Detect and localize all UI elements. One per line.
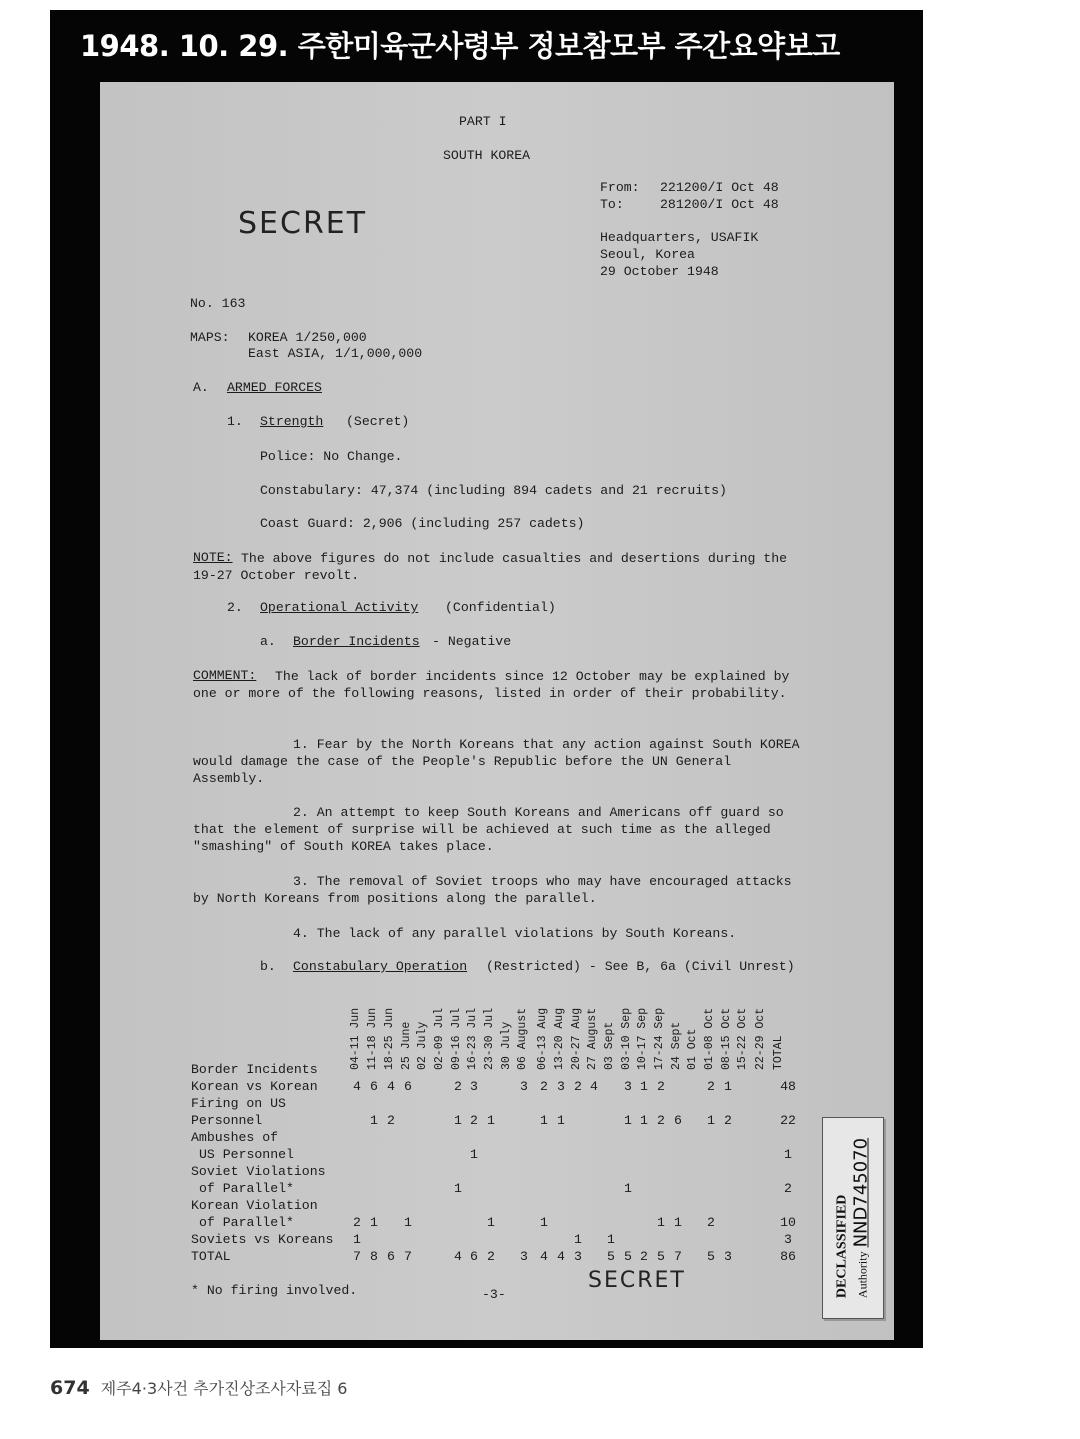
col-header: 22-29 Oct [754, 1007, 767, 1070]
maps-line-1: KOREA 1/250,000 [248, 330, 367, 345]
row-label: Border Incidents [191, 1062, 318, 1077]
table-cell: 2 [353, 1215, 361, 1230]
document-scan [100, 82, 894, 1340]
table-cell: 2 [574, 1079, 582, 1094]
col-header: 15-22 Oct [736, 1007, 749, 1070]
row-label: Soviet Violations [191, 1164, 326, 1179]
col-header: 18-25 Jun [383, 1007, 396, 1070]
table-cell: 8 [370, 1249, 378, 1264]
table-cell: 2 [487, 1249, 495, 1264]
table-cell: 7 [353, 1249, 361, 1264]
col-header: 09-16 Jul [450, 1007, 463, 1070]
table-cell: 4 [557, 1249, 565, 1264]
page-title: 1948. 10. 29. 주한미육군사령부 정보참모부 주간요약보고 [80, 29, 840, 63]
col-header: 23-30 Jul [483, 1007, 496, 1070]
table-cell: 3 [624, 1079, 632, 1094]
table-cell: 2 [387, 1113, 395, 1128]
table-cell: 4 [387, 1079, 395, 1094]
table-cell: 1 [557, 1113, 565, 1128]
operational-number: 2. [227, 600, 243, 615]
row-label: Korean Violation [191, 1198, 318, 1213]
row-total-cell: 10 [780, 1215, 796, 1230]
table-cell: 3 [470, 1079, 478, 1094]
table-cell: 1 [724, 1079, 732, 1094]
table-cell: 1 [624, 1113, 632, 1128]
hq-line-2: Seoul, Korea [600, 247, 695, 262]
col-header: 08-15 Oct [720, 1007, 733, 1070]
col-header: 25 June [400, 1021, 413, 1070]
table-cell: 6 [404, 1079, 412, 1094]
row-total-cell: 1 [784, 1147, 792, 1162]
col-header: TOTAL [772, 1035, 785, 1070]
table-cell: 1 [540, 1215, 548, 1230]
table-cell: 1 [540, 1113, 548, 1128]
table-cell: 1 [353, 1232, 361, 1247]
col-header: 24 Sept [670, 1021, 683, 1070]
coast-guard-line: Coast Guard: 2,906 (including 257 cadets) [260, 516, 585, 531]
stamp-handwritten-number: NND745070 [850, 1137, 872, 1248]
col-header: 30 July [500, 1021, 513, 1070]
table-cell: 2 [724, 1113, 732, 1128]
table-cell: 4 [540, 1249, 548, 1264]
table-cell: 2 [470, 1113, 478, 1128]
book-title: 제주4·3사건 추가진상조사자료집 6 [100, 1379, 348, 1398]
row-label: Soviets vs Koreans [191, 1232, 334, 1247]
row-label: of Parallel* [199, 1215, 294, 1230]
handwritten-secret-bottom: SECRET [588, 1268, 686, 1293]
table-cell: 1 [624, 1181, 632, 1196]
table-cell: 6 [370, 1079, 378, 1094]
comment-text: The lack of border incidents since 12 October may be explained by one or more of the following reasons, listed in order of their probability. [193, 669, 790, 701]
border-incidents-title: Border Incidents [293, 634, 420, 649]
row-label: Firing on US [191, 1096, 286, 1111]
constabulary-op-title: Constabulary Operation [293, 959, 468, 974]
page-footer [50, 1376, 348, 1399]
section-a-number: A. [193, 380, 209, 395]
col-header: 06 August [516, 1007, 529, 1070]
reason-2: 2. An attempt to keep South Koreans and Americans off guard so that the element of surprise will be achieved at such time as the alleged "smashing" of South KOREA takes place. [193, 805, 784, 854]
table-cell: 5 [657, 1249, 665, 1264]
strength-number: 1. [227, 414, 243, 429]
maps-label: MAPS: [190, 330, 230, 345]
note-text: The above figures do not include casualties and desertions during the 19-27 October revolt. [193, 551, 788, 583]
table-cell: 1 [454, 1181, 462, 1196]
col-header: 17-24 Sep [653, 1007, 666, 1070]
col-header: 02 July [416, 1021, 429, 1070]
col-header: 01 Oct [686, 1028, 699, 1070]
table-cell: 5 [624, 1249, 632, 1264]
table-cell: 2 [707, 1215, 715, 1230]
row-total-cell: 48 [780, 1079, 796, 1094]
from-value: 221200/I Oct 48 [660, 180, 779, 195]
table-cell: 1 [487, 1215, 495, 1230]
table-cell: 3 [520, 1079, 528, 1094]
constabulary-line: Constabulary: 47,374 (including 894 cadets and 21 recruits) [260, 483, 727, 498]
table-cell: 6 [387, 1249, 395, 1264]
from-label: From: [600, 180, 640, 195]
section-a-title: ARMED FORCES [227, 380, 322, 395]
table-cell: 1 [574, 1232, 582, 1247]
note-label: NOTE: [193, 550, 233, 565]
table-cell: 1 [607, 1232, 615, 1247]
row-label: US Personnel [199, 1147, 294, 1162]
stamp-authority: Authority [855, 1251, 870, 1299]
table-cell: 7 [404, 1249, 412, 1264]
table-cell: 1 [657, 1215, 665, 1230]
table-cell: 1 [370, 1113, 378, 1128]
row-label: Ambushes of [191, 1130, 279, 1145]
declassified-stamp [822, 1117, 884, 1319]
table-cell: 1 [454, 1113, 462, 1128]
table-cell: 4 [590, 1079, 598, 1094]
table-cell: 1 [640, 1113, 648, 1128]
reason-3: 3. The removal of Soviet troops who may have encouraged attacks by North Koreans from positions along the parallel. [193, 874, 792, 906]
row-total-cell: 86 [780, 1249, 796, 1264]
reason-4: 4. The lack of any parallel violations by South Koreans. [293, 926, 737, 941]
table-cell: 1 [674, 1215, 682, 1230]
table-cell: 5 [707, 1249, 715, 1264]
table-cell: 3 [574, 1249, 582, 1264]
row-label: of Parallel* [199, 1181, 294, 1196]
page-number: 674 [50, 1377, 90, 1399]
col-header: 16-23 Jul [466, 1007, 479, 1070]
operational-title: Operational Activity [260, 600, 419, 615]
col-header: 11-18 Jun [366, 1007, 379, 1070]
table-cell: 2 [657, 1079, 665, 1094]
table-cell: 4 [353, 1079, 361, 1094]
operational-classification: (Confidential) [445, 600, 556, 615]
table-cell: 2 [454, 1079, 462, 1094]
table-cell: 1 [470, 1147, 478, 1162]
col-header: 02-09 Jul [433, 1007, 446, 1070]
frame-edge [42, 82, 50, 1348]
constabulary-op-letter: b. [260, 959, 276, 974]
row-total-cell: 22 [780, 1113, 796, 1128]
table-cell: 3 [724, 1249, 732, 1264]
table-cell: 1 [404, 1215, 412, 1230]
border-incidents-letter: a. [260, 634, 276, 649]
col-header: 27 August [586, 1007, 599, 1070]
col-header: 03-10 Sep [620, 1007, 633, 1070]
strength-title: Strength [260, 414, 324, 429]
row-total-cell: 3 [784, 1232, 792, 1247]
col-header: 20-27 Aug [570, 1007, 583, 1070]
row-label: Korean vs Korean [191, 1079, 318, 1094]
strength-classification: (Secret) [346, 414, 410, 429]
stamp-declassified: DECLASSIFIED [834, 1194, 850, 1299]
page-marker: -3- [482, 1287, 506, 1302]
table-cell: 2 [707, 1079, 715, 1094]
region-heading: SOUTH KOREA [443, 148, 531, 163]
col-header: 03 Sept [603, 1021, 616, 1070]
col-header: 01-08 Oct [703, 1007, 716, 1070]
hq-date: 29 October 1948 [600, 264, 719, 279]
col-header: 04-11 Jun [349, 1007, 362, 1070]
row-label: Personnel [191, 1113, 263, 1128]
table-cell: 3 [557, 1079, 565, 1094]
table-cell: 6 [674, 1113, 682, 1128]
table-cell: 6 [470, 1249, 478, 1264]
table-cell: 2 [657, 1113, 665, 1128]
table-cell: 2 [540, 1079, 548, 1094]
table-cell: 2 [640, 1249, 648, 1264]
police-line: Police: No Change. [260, 449, 403, 464]
reason-1: 1. Fear by the North Koreans that any action against South KOREA would damage the case of the People's Republic before the UN General Assembly. [193, 737, 800, 786]
handwritten-secret-top: SECRET [238, 206, 368, 241]
hq-line-1: Headquarters, USAFIK [600, 230, 759, 245]
to-value: 281200/I Oct 48 [660, 197, 779, 212]
row-total-cell: 2 [784, 1181, 792, 1196]
table-cell: 1 [640, 1079, 648, 1094]
maps-line-2: East ASIA, 1/1,000,000 [248, 346, 423, 361]
comment-label: COMMENT: [193, 668, 257, 683]
part-heading: PART I [459, 114, 507, 129]
table-cell: 1 [707, 1113, 715, 1128]
constabulary-op-rest: (Restricted) - See B, 6a (Civil Unrest) [486, 959, 795, 974]
col-header: 13-20 Aug [553, 1007, 566, 1070]
table-cell: 1 [487, 1113, 495, 1128]
table-cell: 3 [520, 1249, 528, 1264]
table-cell: 5 [607, 1249, 615, 1264]
col-header: 10-17 Sep [636, 1007, 649, 1070]
col-header: 06-13 Aug [536, 1007, 549, 1070]
to-label: To: [600, 197, 624, 212]
table-cell: 1 [370, 1215, 378, 1230]
row-label: TOTAL [191, 1249, 231, 1264]
table-cell: 4 [454, 1249, 462, 1264]
report-number: No. 163 [190, 296, 246, 311]
border-incidents-value: - Negative [432, 634, 512, 649]
table-cell: 7 [674, 1249, 682, 1264]
footnote: * No firing involved. [191, 1283, 358, 1298]
